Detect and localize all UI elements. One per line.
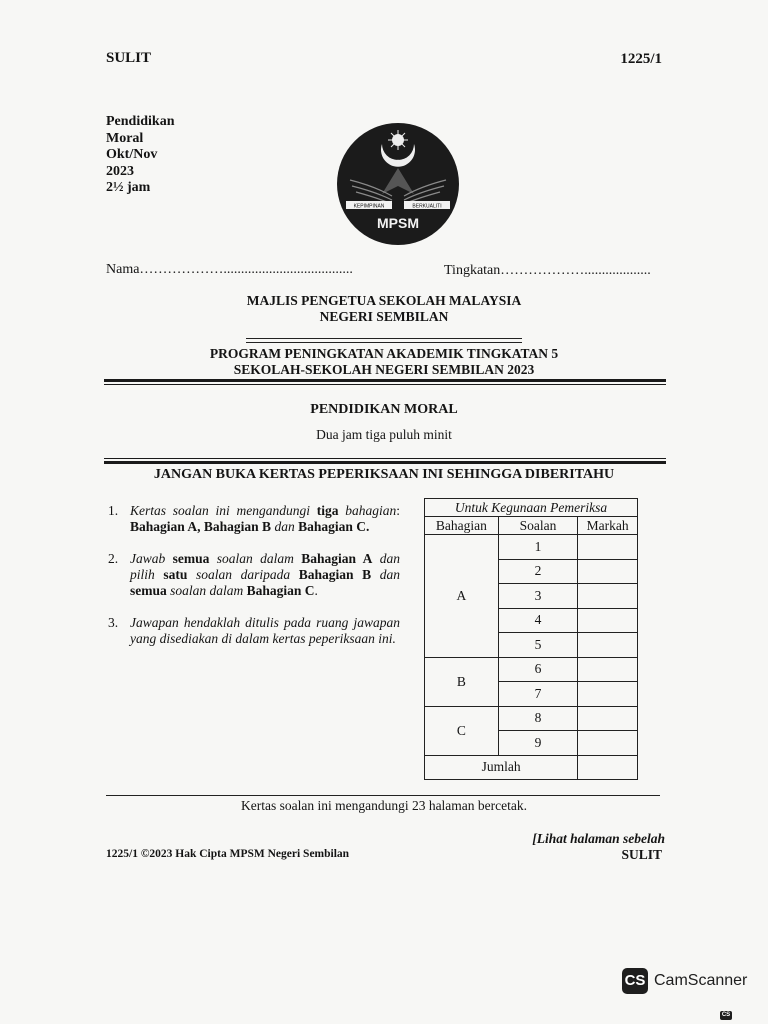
exam-duration: Dua jam tiga puluh minit	[316, 427, 452, 442]
instruction-number: 1.	[108, 503, 119, 518]
footer-divider	[106, 795, 660, 796]
mark-cell[interactable]	[578, 559, 638, 584]
section-a: A	[425, 535, 499, 658]
logo-banner-right: BERKUALITI	[412, 203, 442, 210]
meta-subject-line2: Moral	[106, 130, 144, 146]
table-caption: Untuk Kegunaan Pemeriksa	[425, 499, 638, 517]
header-soalan: Soalan	[498, 517, 577, 535]
instruction-text: dan	[371, 567, 401, 582]
instruction-2	[108, 551, 400, 599]
logo-banner-left: KEPIMPINAN	[353, 203, 385, 210]
thin-divider-top	[104, 384, 666, 385]
meta-year: 2023	[106, 163, 134, 179]
camscanner-logo-icon: CS	[622, 968, 648, 994]
mark-cell[interactable]	[578, 608, 638, 633]
instruction-text: Jawapan hendaklah ditulis pada ruang jawapan yang disediakan di dalam kertas peperiksaan ini.	[130, 615, 400, 646]
instruction-text: bahagian	[338, 503, 397, 518]
thin-divider-warning	[104, 458, 666, 459]
instruction-text: dan	[271, 519, 299, 534]
question-number: 2	[498, 559, 577, 584]
question-number: 5	[498, 633, 577, 658]
section-c: C	[425, 706, 499, 755]
total-mark-cell[interactable]	[578, 755, 638, 780]
question-number: 6	[498, 657, 577, 682]
org-line-1: MAJLIS PENGETUA SEKOLAH MALAYSIA	[246, 293, 522, 308]
instruction-emphasis: Bahagian B	[298, 567, 372, 582]
question-number: 9	[498, 731, 577, 756]
next-page-note: [Lihat halaman sebelah	[532, 831, 665, 846]
mark-cell[interactable]	[578, 584, 638, 609]
copyright: 1225/1 ©2023 Hak Cipta MPSM Negeri Sembilan	[106, 848, 350, 860]
mark-cell[interactable]	[578, 731, 638, 756]
program-line-1: PROGRAM PENINGKATAN AKADEMIK TINGKATAN 5	[209, 346, 559, 361]
meta-time: 2½ jam	[106, 180, 151, 195]
instruction-number: 3.	[108, 615, 119, 630]
mark-cell[interactable]	[578, 706, 638, 731]
instruction-emphasis: semua	[172, 551, 210, 566]
warning-notice: JANGAN BUKA KERTAS PEPERIKSAAN INI SEHINGGA DIBERITAHU	[153, 467, 615, 482]
question-number: 4	[498, 608, 577, 633]
double-divider	[246, 338, 522, 343]
header-paper-code: 1225/1	[620, 51, 662, 67]
paper-meta	[106, 114, 174, 197]
header-sulit: SULIT	[106, 50, 152, 66]
question-number: 1	[498, 535, 577, 560]
logo-name: MPSM	[377, 215, 419, 231]
question-number: 8	[498, 706, 577, 731]
instruction-number: 2.	[108, 551, 119, 566]
instruction-3	[108, 615, 400, 647]
mark-cell[interactable]	[578, 657, 638, 682]
instruction-emphasis: semua	[130, 583, 167, 598]
page-count-note: Kertas soalan ini mengandungi 23 halaman bercetak.	[240, 798, 528, 813]
instruction-emphasis: Bahagian A	[301, 551, 373, 566]
instruction-text: dan pilih	[130, 551, 401, 582]
thick-divider-warning	[104, 461, 666, 464]
instruction-emphasis: Bahagian C.	[298, 519, 370, 534]
mark-cell[interactable]	[578, 633, 638, 658]
instruction-1	[108, 503, 400, 535]
header-markah: Markah	[578, 517, 638, 535]
organisation-title	[0, 293, 768, 325]
org-line-2: NEGERI SEMBILAN	[319, 309, 449, 324]
meta-subject-line1: Pendidikan	[106, 114, 175, 129]
tingkatan-field[interactable]: Tingkatan………………...................	[444, 263, 651, 278]
section-b: B	[425, 657, 499, 706]
instruction-text: Jawab	[130, 551, 173, 566]
mark-cell[interactable]	[578, 535, 638, 560]
instruction-emphasis: Bahagian A, Bahagian B	[130, 519, 272, 534]
question-number: 7	[498, 682, 577, 707]
instruction-text: soalan dalam	[209, 551, 302, 566]
instruction-text: .	[314, 583, 318, 598]
instruction-text: soalan dalam	[166, 583, 247, 598]
instruction-emphasis: tiga	[316, 503, 339, 518]
camscanner-small-icon: CS	[721, 1012, 731, 1018]
instruction-text: :	[396, 503, 400, 518]
nama-field[interactable]: Nama……………….....................................	[106, 262, 353, 277]
subject-title: PENDIDIKAN MORAL	[310, 402, 458, 417]
program-title	[0, 346, 768, 378]
instruction-text: soalan daripada	[187, 567, 299, 582]
mpsm-crest-icon	[336, 122, 460, 246]
header-bahagian: Bahagian	[425, 517, 499, 535]
program-line-2: SEKOLAH-SEKOLAH NEGERI SEMBILAN 2023	[233, 362, 535, 377]
meta-session: Okt/Nov	[106, 147, 158, 162]
instruction-emphasis: Bahagian C	[246, 583, 315, 598]
instruction-emphasis: satu	[163, 567, 188, 582]
examiner-table	[424, 498, 638, 780]
thick-divider-top	[104, 379, 666, 382]
footer-sulit: SULIT	[621, 847, 662, 862]
question-number: 3	[498, 584, 577, 609]
total-label: Jumlah	[425, 755, 578, 780]
camscanner-label: CamScanner	[654, 972, 748, 989]
mark-cell[interactable]	[578, 682, 638, 707]
instruction-text: Kertas soalan ini mengandungi	[130, 503, 317, 518]
